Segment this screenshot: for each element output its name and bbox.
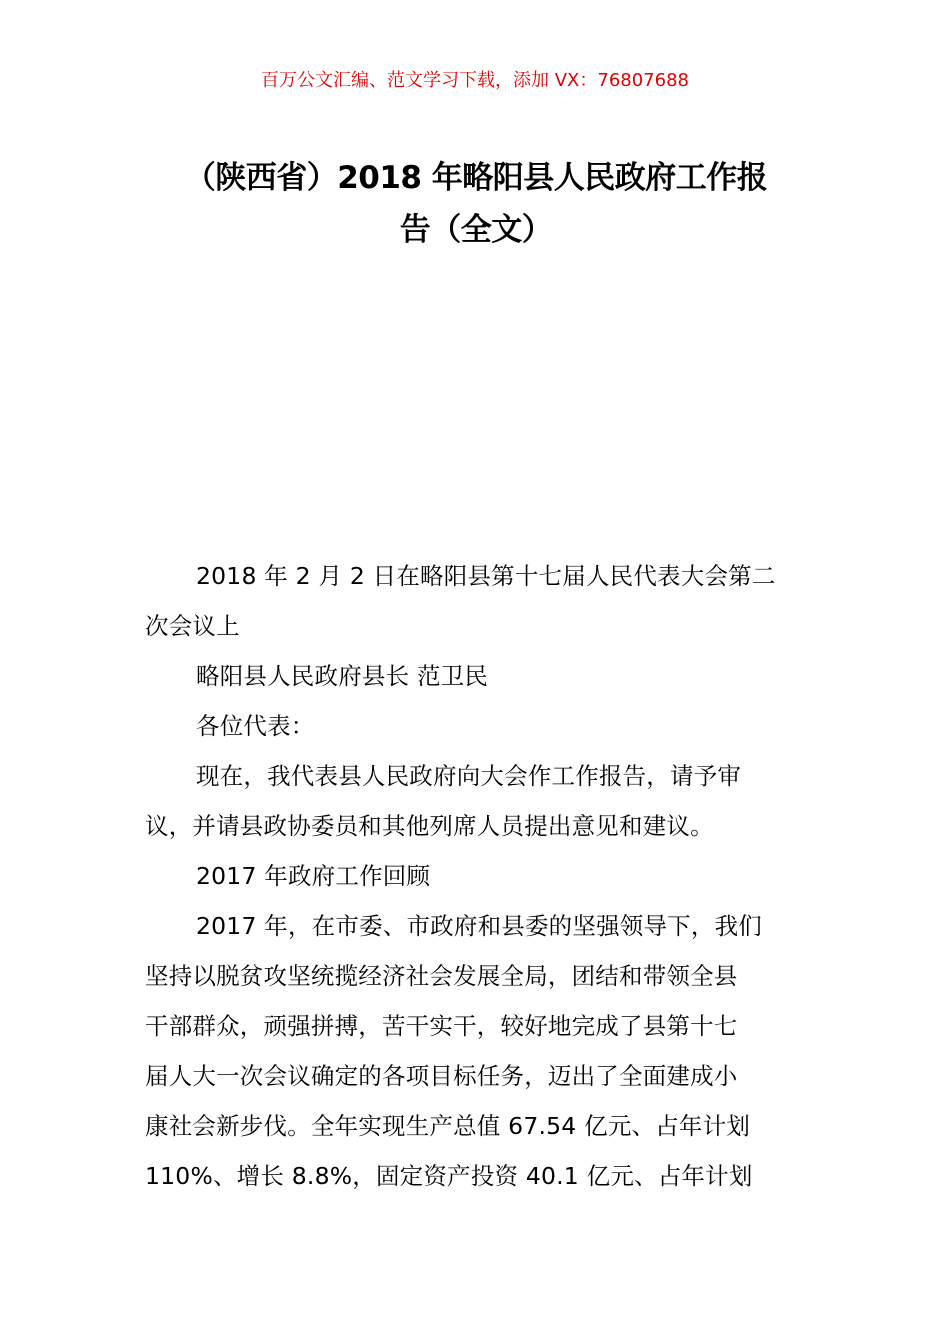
header-watermark-note: 百万公文汇编、范文学习下载，添加 VX：76807688 xyxy=(261,70,689,91)
review-line-5: 康社会新步伐。全年实现生产总值 67.54 亿元、占年计划 xyxy=(145,1112,751,1140)
review-line-6: 110%、增长 8.8%，固定资产投资 40.1 亿元、占年计划 xyxy=(145,1162,753,1190)
intro-paragraph xyxy=(145,751,807,851)
title-line-1: （陕西省）2018 年略阳县人民政府工作报 xyxy=(184,160,768,196)
review-paragraph xyxy=(145,901,807,1201)
review-line-2: 坚持以脱贫攻坚统揽经济社会发展全局，团结和带领全县 xyxy=(145,962,738,990)
intro-line-2: 议，并请县政协委员和其他列席人员提出意见和建议。 xyxy=(145,812,714,840)
review-line-4: 届人大一次会议确定的各项目标任务，迈出了全面建成小 xyxy=(145,1062,738,1090)
review-line-1: 2017 年，在市委、市政府和县委的坚强领导下，我们 xyxy=(196,912,762,940)
section-heading: 2017 年政府工作回顾 xyxy=(196,862,431,890)
speaker-line: 略阳县人民政府县长 范卫民 xyxy=(196,662,489,690)
title-line-2: 告（全文） xyxy=(399,212,553,248)
meeting-info-paragraph xyxy=(145,551,807,651)
intro-line-1: 现在，我代表县人民政府向大会作工作报告，请予审 xyxy=(196,762,742,790)
meeting-info-line-2: 次会议上 xyxy=(145,612,240,640)
salutation: 各位代表： xyxy=(196,712,315,740)
document-body xyxy=(145,551,807,1201)
document-title xyxy=(145,152,807,256)
meeting-info-line-1: 2018 年 2 月 2 日在略阳县第十七届人民代表大会第二 xyxy=(196,562,776,590)
review-line-3: 干部群众，顽强拼搏，苦干实干，较好地完成了县第十七 xyxy=(145,1012,738,1040)
